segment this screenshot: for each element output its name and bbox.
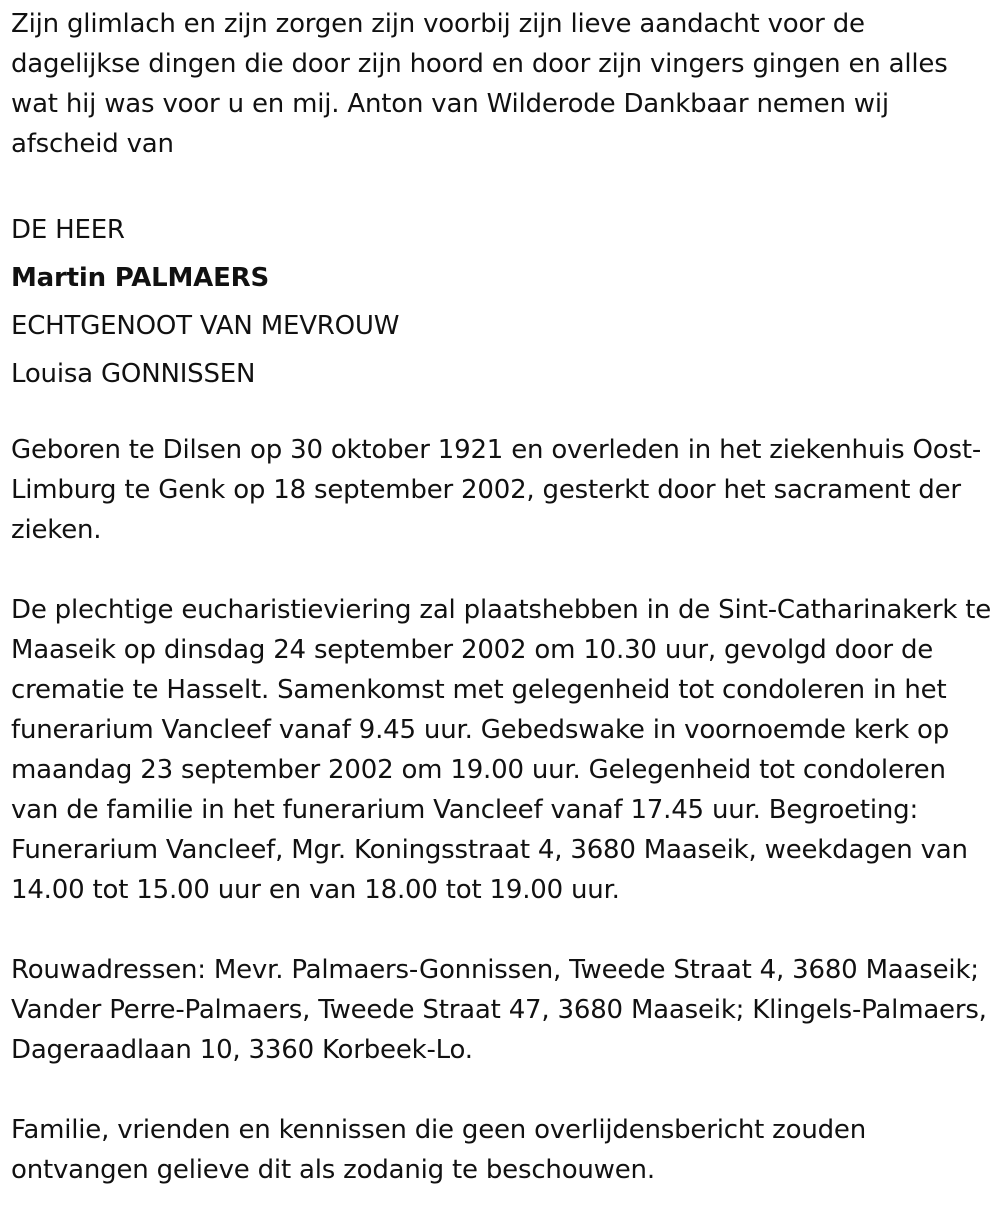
notice-paragraph: Familie, vrienden en kennissen die geen overlijdensbericht zouden ontvangen gelieve dit als zodanig te beschouwen.: [11, 1115, 866, 1185]
spacer: [11, 398, 996, 430]
spacer: [11, 550, 996, 590]
birth-death-paragraph: Geboren te Dilsen op 30 oktober 1921 en overleden in het ziekenhuis Oost-Limburg te Genk op 18 september 2002, gesterkt door het sacrament der zieken.: [11, 435, 982, 545]
spacer: [11, 910, 996, 950]
deceased-name: Martin PALMAERS: [11, 263, 270, 293]
spacer: [11, 164, 996, 204]
memorial-quote: Zijn glimlach en zijn zorgen zijn voorbij zijn lieve aandacht voor de dagelijkse dingen die door zijn hoord en door zijn vingers gingen en alles wat hij was voor u en mij. Anton van Wilderode Dankbaar nemen wij afscheid van: [11, 9, 948, 159]
mourning-addresses-paragraph: Rouwadressen: Mevr. Palmaers-Gonnissen, Tweede Straat 4, 3680 Maaseik; Vander Perre-Palmaers, Tweede Straat 47, 3680 Maaseik; Klingels-Palmaers, Dageraadlaan 10, 3360 Korbeek-Lo.: [11, 955, 987, 1065]
ceremony-paragraph: De plechtige eucharistieviering zal plaatshebben in de Sint-Catharinakerk te Maaseik op dinsdag 24 september 2002 om 10.30 uur, gevolgd door de crematie te Hasselt. Samenkomst met gelegenheid tot condoleren in het funerarium Vancleef vanaf 9.45 uur. Gebedswake in voornoemde kerk op maandag 23 september 2002 om 19.00 uur. Gelegenheid tot condoleren van de familie in het funerarium Vancleef vanaf 17.45 uur. Begroeting: Funerarium Vancleef, Mgr. Koningsstraat 4, 3680 Maaseik, weekdagen van 14.00 tot 15.00 uur en van 18.00 tot 19.00 uur.: [11, 595, 992, 905]
spouse-name: Louisa GONNISSEN: [11, 359, 256, 389]
spacer: [11, 1070, 996, 1110]
obituary-document: [11, 4, 996, 1190]
relation-line: ECHTGENOOT VAN MEVROUW: [11, 311, 400, 341]
honorific-title: DE HEER: [11, 215, 125, 245]
